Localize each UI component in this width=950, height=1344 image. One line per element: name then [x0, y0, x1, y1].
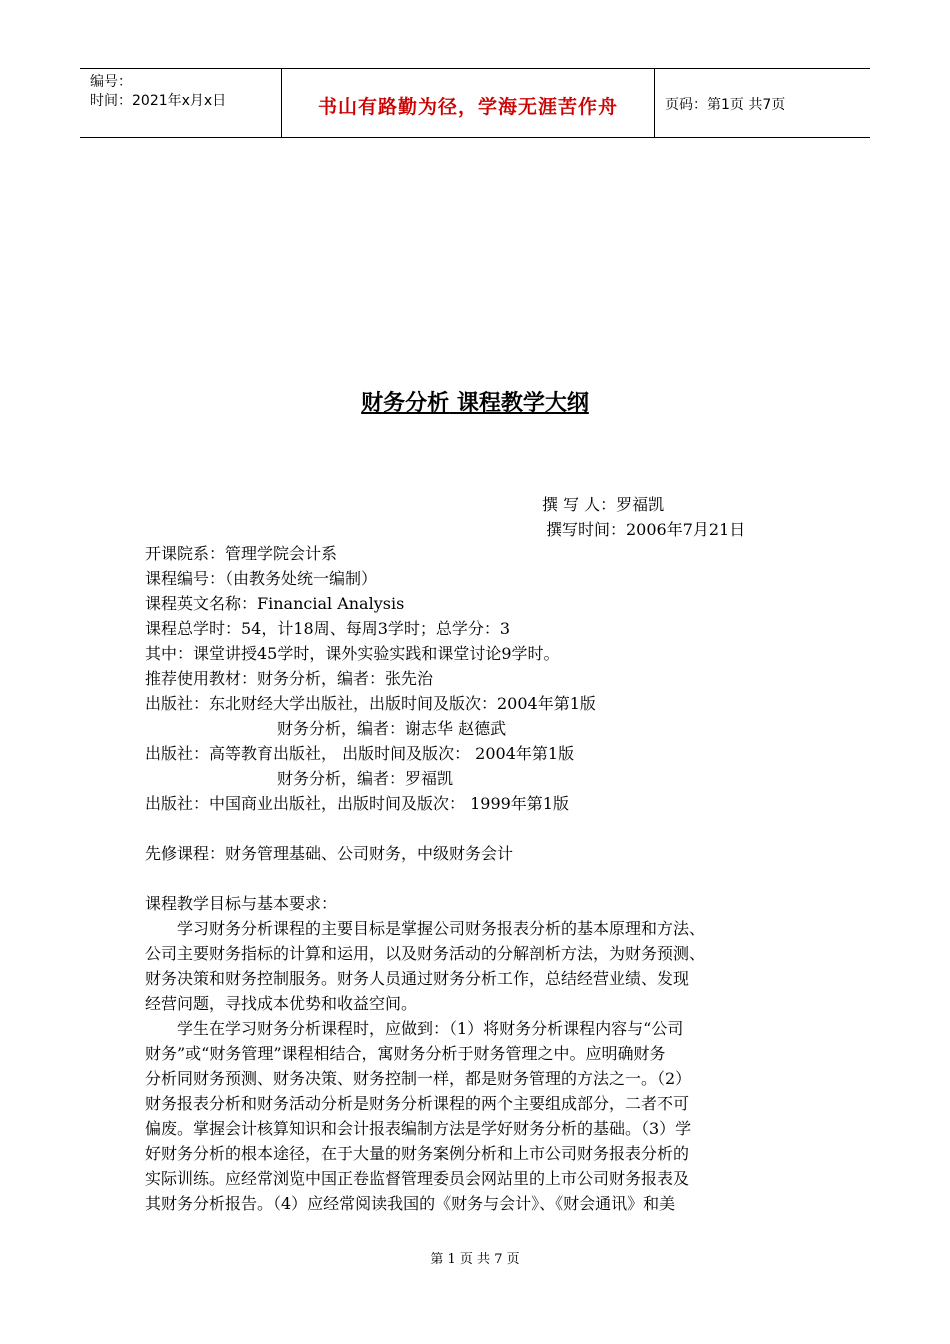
time-label: 时间：2021年x月x日 — [90, 93, 227, 109]
paragraph-line: 财务决策和财务控制服务。财务人员通过财务分析工作，总结经营业绩、发现 — [145, 969, 690, 988]
number-label: 编号： — [90, 74, 132, 90]
paragraph-line: 分析同财务预测、财务决策、财务控制一样，都是财务管理的方法之一。（2） — [145, 1069, 692, 1088]
objectives-heading: 课程教学目标与基本要求： — [145, 894, 338, 913]
page-header — [80, 68, 870, 138]
info-textbook: 财务分析，编者：谢志华 赵德武 — [277, 719, 507, 738]
prerequisite: 先修课程：财务管理基础、公司财务，中级财务会计 — [145, 844, 514, 863]
paragraph-line: 好财务分析的根本途径，在于大量的财务案例分析和上市公司财务报表分析的 — [145, 1144, 690, 1163]
info-english-name: 课程英文名称：Financial Analysis — [145, 594, 405, 613]
document-title — [0, 386, 950, 417]
info-publisher: 出版社：高等教育出版社， 出版时间及版次： 2004年第1版 — [145, 744, 575, 763]
author-line: 撰 写 人：罗福凯 — [542, 495, 665, 514]
header-divider — [654, 69, 655, 137]
info-textbook: 推荐使用教材：财务分析，编者：张先治 — [145, 669, 434, 688]
paragraph-line: 偏废。掌握会计核算知识和会计报表编制方法是学好财务分析的基础。（3）学 — [145, 1119, 692, 1138]
info-course-code: 课程编号：（由教务处统一编制） — [145, 569, 378, 588]
info-publisher: 出版社：中国商业出版社，出版时间及版次： 1999年第1版 — [145, 794, 569, 813]
paragraph-line: 财务报表分析和财务活动分析是财务分析课程的两个主要组成部分，二者不可 — [145, 1094, 690, 1113]
info-breakdown: 其中：课堂讲授45学时，课外实验实践和课堂讨论9学时。 — [145, 644, 560, 663]
info-hours: 课程总学时：54，计18周、每周3学时；总学分：3 — [145, 619, 511, 638]
page-footer: 第 1 页 共 7 页 — [430, 1252, 520, 1267]
header-page-number: 页码：第1页 共7页 — [665, 97, 786, 113]
requirements-paragraph — [145, 1016, 815, 1216]
objectives-paragraph — [145, 916, 815, 1016]
paragraph-line: 公司主要财务指标的计算和运用，以及财务活动的分解剖析方法，为财务预测、 — [145, 944, 706, 963]
paragraph-line: 经营问题，寻找成本优势和收益空间。 — [145, 994, 418, 1013]
paragraph-line: 其财务分析报告。（4）应经常阅读我国的《财务与会计》、《财会通讯》和美 — [145, 1194, 676, 1213]
paragraph-line: 学习财务分析课程的主要目标是掌握公司财务报表分析的基本原理和方法、 — [177, 919, 706, 938]
info-publisher: 出版社：东北财经大学出版社，出版时间及版次：2004年第1版 — [145, 694, 596, 713]
info-textbook: 财务分析，编者：罗福凯 — [277, 769, 454, 788]
paragraph-line: 财务”或“财务管理”课程相结合，寓财务分析于财务管理之中。应明确财务 — [145, 1044, 666, 1063]
paragraph-line: 学生在学习财务分析课程时，应做到：（1）将财务分析课程内容与“公司 — [177, 1019, 684, 1038]
info-department: 开课院系：管理学院会计系 — [145, 544, 338, 563]
paragraph-line: 实际训练。应经常浏览中国正卷监督管理委员会网站里的上市公司财务报表及 — [145, 1169, 690, 1188]
author-date: 撰写时间：2006年7月21日 — [546, 520, 746, 539]
header-meta — [90, 73, 226, 111]
document-body — [145, 541, 815, 1216]
title-course-name: 财务分析 — [361, 391, 450, 416]
header-motto: 书山有路勤为径，学海无涯苦作舟 — [317, 96, 618, 118]
title-suffix: 课程教学大纲 — [449, 391, 589, 416]
